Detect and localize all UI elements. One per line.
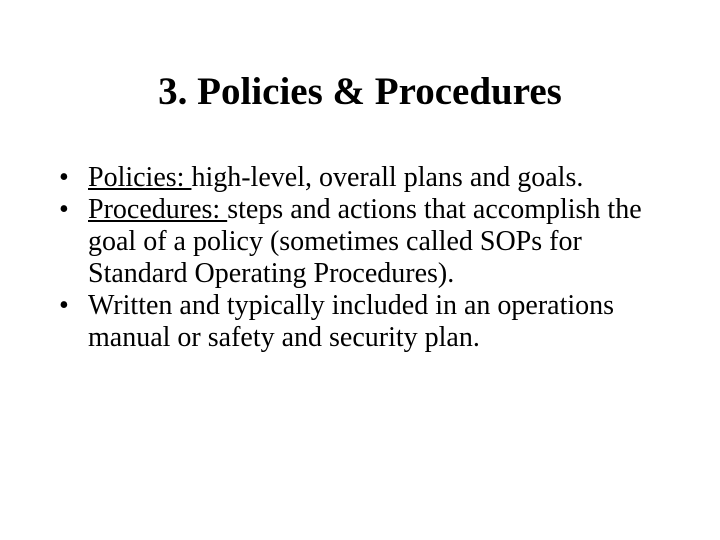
slide-title: 3. Policies & Procedures [158,70,562,113]
bullet-dot: • [59,194,69,225]
bullet-text-written: Written and typically included in an operations manual or safety and security plan. [88,290,615,353]
bullet-dot: • [59,290,69,321]
bullet-list [56,162,676,354]
bullet-term-policies: Policies: [88,162,192,193]
bullet-term-procedures: Procedures: [88,194,228,225]
bullet-policies [56,162,676,194]
bullet-text-policies: high-level, overall plans and goals. [191,162,584,193]
bullet-dot: • [59,162,69,193]
bullet-text-procedures: steps and actions that accomplish the goal of a policy (sometimes called SOPs for Standard Operating Procedures). [88,194,642,289]
bullet-procedures [56,194,676,290]
bullet-written [56,290,676,354]
